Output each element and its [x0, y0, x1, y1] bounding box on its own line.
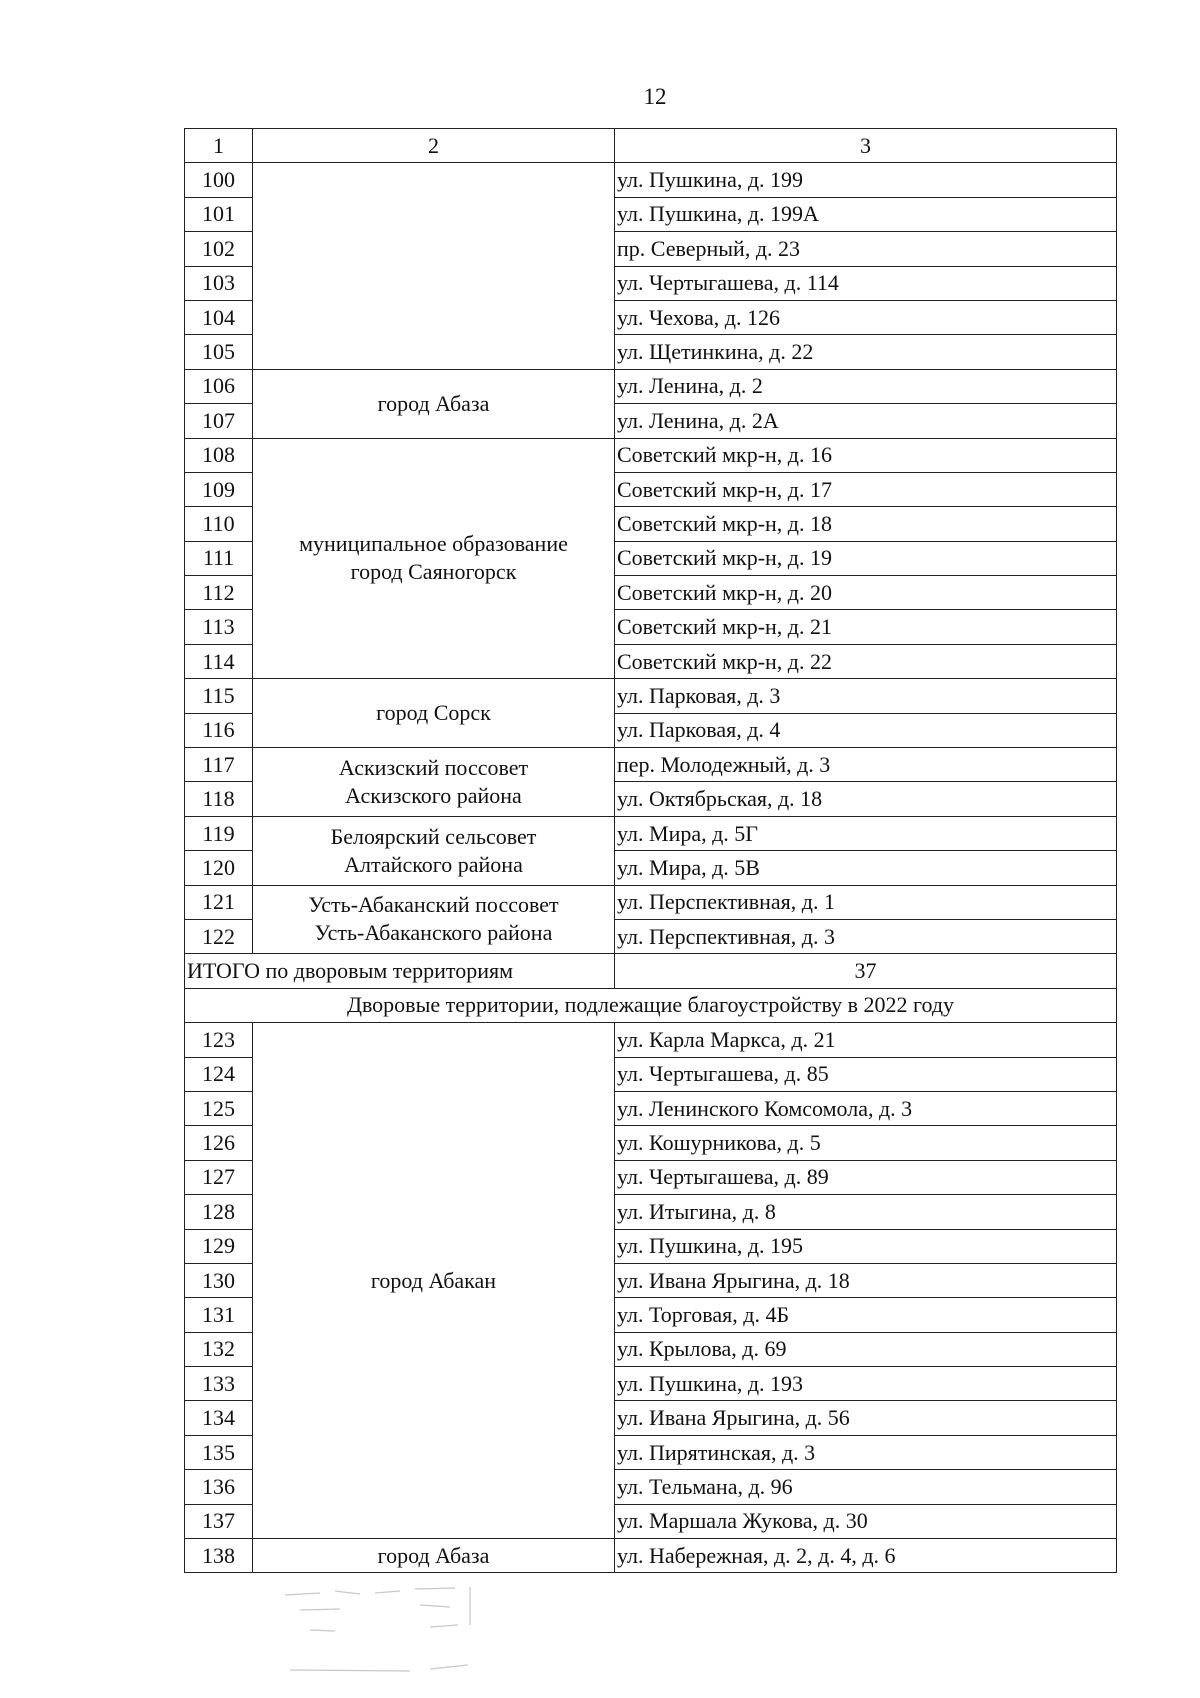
header-col-2: 2 [253, 129, 615, 163]
row-number: 119 [185, 816, 253, 850]
municipality-name-line: Аскизский поссовет [338, 754, 529, 780]
address-cell: ул. Тельмана, д. 96 [615, 1470, 1117, 1504]
row-number: 101 [185, 197, 253, 231]
row-number: 104 [185, 300, 253, 334]
address-cell: ул. Мира, д. 5В [615, 851, 1117, 885]
address-cell: Советский мкр-н, д. 16 [615, 438, 1117, 472]
address-cell: ул. Перспективная, д. 1 [615, 885, 1117, 919]
table-row [185, 816, 1117, 850]
row-number: 131 [185, 1298, 253, 1332]
address-cell: ул. Чертыгашева, д. 89 [615, 1160, 1117, 1194]
address-cell: ул. Перспективная, д. 3 [615, 919, 1117, 953]
row-number: 137 [185, 1504, 253, 1538]
header-col-3: 3 [615, 129, 1117, 163]
municipality-cell [253, 816, 615, 885]
address-cell: ул. Мира, д. 5Г [615, 816, 1117, 850]
municipality-name-line: Аскизского района [345, 782, 522, 808]
row-number: 126 [185, 1126, 253, 1160]
address-cell: ул. Пушкина, д. 199А [615, 197, 1117, 231]
address-cell: ул. Чертыгашева, д. 114 [615, 266, 1117, 300]
municipality-cell [253, 1023, 615, 1539]
address-cell: ул. Октябрьская, д. 18 [615, 782, 1117, 816]
row-number: 118 [185, 782, 253, 816]
row-number: 103 [185, 266, 253, 300]
row-number: 132 [185, 1332, 253, 1366]
section-row [185, 988, 1117, 1022]
row-number: 111 [185, 541, 253, 575]
row-number: 105 [185, 335, 253, 369]
table-row [185, 748, 1117, 782]
row-number: 133 [185, 1367, 253, 1401]
total-label: ИТОГО по дворовым территориям [185, 954, 615, 988]
row-number: 117 [185, 748, 253, 782]
row-number: 113 [185, 610, 253, 644]
address-cell: ул. Чехова, д. 126 [615, 300, 1117, 334]
address-cell: ул. Ленина, д. 2А [615, 404, 1117, 438]
row-number: 136 [185, 1470, 253, 1504]
table-row [185, 885, 1117, 919]
address-cell: Советский мкр-н, д. 18 [615, 507, 1117, 541]
row-number: 116 [185, 713, 253, 747]
row-number: 138 [185, 1539, 253, 1573]
municipality-name-line: город Саяногорск [350, 559, 517, 585]
row-number: 100 [185, 163, 253, 197]
row-number: 109 [185, 472, 253, 506]
municipality-cell [253, 369, 615, 438]
row-number: 135 [185, 1435, 253, 1469]
total-value: 37 [615, 954, 1117, 988]
address-cell: ул. Карла Маркса, д. 21 [615, 1023, 1117, 1057]
address-cell: ул. Щетинкина, д. 22 [615, 335, 1117, 369]
header-row [185, 129, 1117, 163]
table-row [185, 438, 1117, 472]
row-number: 129 [185, 1229, 253, 1263]
address-cell: ул. Кошурникова, д. 5 [615, 1126, 1117, 1160]
address-cell: Советский мкр-н, д. 20 [615, 576, 1117, 610]
page-number: 12 [643, 84, 667, 109]
municipality-name-line: город Абаза [377, 390, 490, 416]
address-cell: ул. Ивана Ярыгина, д. 56 [615, 1401, 1117, 1435]
table-row [185, 1539, 1117, 1573]
header-col-1: 1 [185, 129, 253, 163]
table-body [185, 129, 1117, 1573]
municipality-cell [253, 163, 615, 369]
address-cell: ул. Торговая, д. 4Б [615, 1298, 1117, 1332]
row-number: 107 [185, 404, 253, 438]
municipality-cell [253, 748, 615, 817]
row-number: 130 [185, 1263, 253, 1297]
municipality-cell [253, 1539, 615, 1573]
address-cell: Советский мкр-н, д. 19 [615, 541, 1117, 575]
municipality-name-line: город Сорск [376, 700, 491, 726]
row-number: 125 [185, 1091, 253, 1125]
row-number: 114 [185, 644, 253, 678]
row-number: 124 [185, 1057, 253, 1091]
table-row [185, 1023, 1117, 1057]
address-cell: ул. Пушкина, д. 195 [615, 1229, 1117, 1263]
row-number: 127 [185, 1160, 253, 1194]
municipality-name-line: Усть-Абаканский поссовет [308, 892, 559, 918]
address-cell: ул. Маршала Жукова, д. 30 [615, 1504, 1117, 1538]
row-number: 123 [185, 1023, 253, 1057]
address-cell: ул. Ивана Ярыгина, д. 18 [615, 1263, 1117, 1297]
municipality-name-line: Белоярский сельсовет [330, 823, 537, 849]
address-cell: пер. Молодежный, д. 3 [615, 748, 1117, 782]
address-cell: Советский мкр-н, д. 17 [615, 472, 1117, 506]
row-number: 102 [185, 232, 253, 266]
municipality-name-line: город Абаза [377, 1542, 490, 1568]
address-cell: ул. Пушкина, д. 199 [615, 163, 1117, 197]
row-number: 121 [185, 885, 253, 919]
address-cell: ул. Набережная, д. 2, д. 4, д. 6 [615, 1539, 1117, 1573]
municipality-cell [253, 679, 615, 748]
address-cell: ул. Чертыгашева, д. 85 [615, 1057, 1117, 1091]
municipality-name-line: город Абакан [370, 1267, 497, 1293]
row-number: 120 [185, 851, 253, 885]
territories-table [184, 128, 1117, 1573]
municipality-name-line: Алтайского района [344, 851, 523, 877]
row-number: 108 [185, 438, 253, 472]
address-cell: Советский мкр-н, д. 22 [615, 644, 1117, 678]
municipality-name-line: муниципальное образование [299, 531, 568, 557]
row-number: 128 [185, 1195, 253, 1229]
row-number: 106 [185, 369, 253, 403]
address-cell: ул. Ленинского Комсомола, д. 3 [615, 1091, 1117, 1125]
table-row [185, 369, 1117, 403]
municipality-name-line: Усть-Абаканского района [314, 920, 553, 946]
row-number: 134 [185, 1401, 253, 1435]
table-row [185, 679, 1117, 713]
address-cell: ул. Парковая, д. 3 [615, 679, 1117, 713]
row-number: 110 [185, 507, 253, 541]
municipality-cell [253, 438, 615, 679]
row-number: 115 [185, 679, 253, 713]
address-cell: Советский мкр-н, д. 21 [615, 610, 1117, 644]
row-number: 112 [185, 576, 253, 610]
faint-stamp-marks [280, 1585, 490, 1685]
address-cell: ул. Пушкина, д. 193 [615, 1367, 1117, 1401]
row-number: 122 [185, 919, 253, 953]
address-cell: пр. Северный, д. 23 [615, 232, 1117, 266]
municipality-cell [253, 885, 615, 954]
total-row [185, 954, 1117, 988]
address-cell: ул. Итыгина, д. 8 [615, 1195, 1117, 1229]
address-cell: ул. Крылова, д. 69 [615, 1332, 1117, 1366]
table-row [185, 163, 1117, 197]
address-cell: ул. Ленина, д. 2 [615, 369, 1117, 403]
address-cell: ул. Пирятинская, д. 3 [615, 1435, 1117, 1469]
address-cell: ул. Парковая, д. 4 [615, 713, 1117, 747]
section-title: Дворовые территории, подлежащие благоустройству в 2022 году [185, 988, 1117, 1022]
